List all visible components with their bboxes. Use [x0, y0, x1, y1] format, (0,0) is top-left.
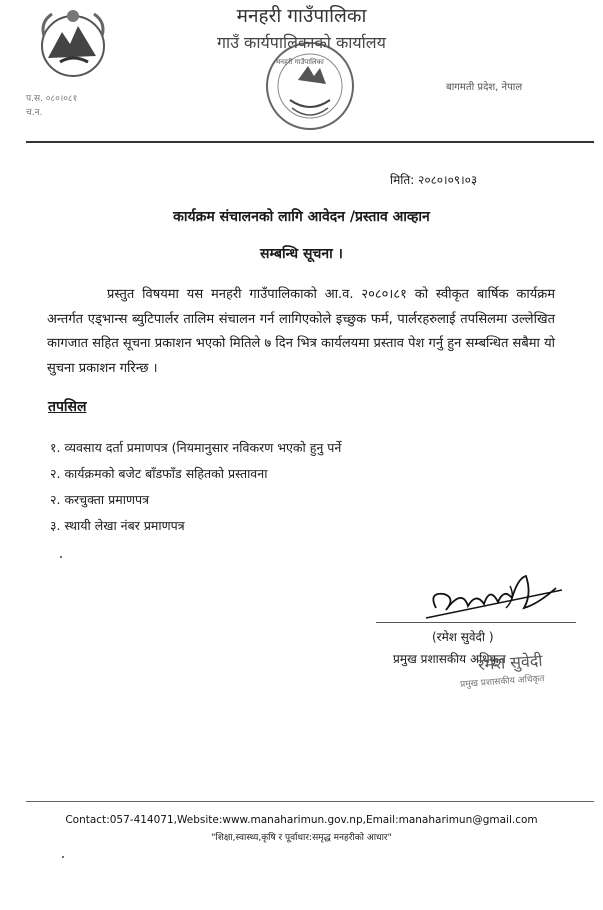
- province-text: बागमती प्रदेश, नेपाल: [446, 82, 523, 93]
- signatory-title: प्रमुख प्रशासकीय अधिकृत: [393, 652, 506, 666]
- speck: [60, 556, 62, 558]
- header-divider: [26, 141, 594, 143]
- office-round-seal: [262, 40, 358, 132]
- ps-number: प.स. ०८०।०८१: [26, 94, 78, 104]
- org-name: मनहरी गाउँपालिका: [236, 5, 367, 27]
- notice-date: मिति: २०८०।०९।०३: [390, 173, 478, 187]
- tapsil-heading: तपसिल: [48, 399, 87, 415]
- footer-motto: "शिक्षा,स्वास्थ्य,कृषि र पूर्वाधार:समृद्ध मनहरीको आधार": [211, 833, 392, 843]
- seal-text: मनहरी गाउँपालिका: [276, 58, 324, 66]
- list-item: ३. स्थायी लेखा नंबर प्रमाणपत्र: [50, 518, 185, 533]
- subject-line-1: कार्यक्रम संचालनको लागि आवेदन /प्रस्ताव आव्हान: [173, 209, 430, 225]
- footer-divider: [26, 801, 594, 802]
- reference-numbers: [26, 92, 77, 120]
- subject-line-2: सम्बन्धि सूचना ।: [260, 246, 343, 262]
- list-item: २. कार्यक्रमको बजेट बाँडफाँड सहितको प्रस्तावना: [50, 466, 268, 481]
- speck: [62, 856, 64, 858]
- handwritten-signature: [406, 568, 566, 624]
- footer-contact: Contact:057-414071,Website:www.manaharimun.gov.np,Email:manaharimun@gmail.com: [65, 814, 538, 826]
- stamp-title: प्रमुख प्रशासकीय अधिकृत: [459, 674, 545, 690]
- office-name: गाउँ कार्यपालिकाको कार्यालय: [217, 33, 386, 52]
- stamp-name: रमेश सुवेदी: [477, 650, 544, 675]
- notice-body: प्रस्तुत विषयमा यस मनहरी गाउँपालिकाको आ.व. २०८०।८१ को स्वीकृत बार्षिक कार्यक्रम अन्तर्गत एड्भान्स ब्युटिपार्लर तालिम संचालन गर्न लागिएकोले इच्छुक फर्म, पार्लरहरुलाई तपसिलमा उल्लेखित कागजात सहित सूचना प्रकाशन भएको मितिले ७ दिन भित्र कार्यलयमा प्रस्ताव पेश गर्नु हुन सम्बन्धित सबैमा यो सुचना प्रकाशन गरिन्छ ।: [47, 287, 555, 376]
- ch-number: च.न.: [26, 108, 43, 118]
- signature-line: [376, 622, 576, 623]
- list-item: २. करचुक्ता प्रमाणपत्र: [50, 492, 149, 507]
- tapsil-list: [50, 435, 341, 539]
- signatory-name: (रमेश सुवेदी ): [432, 630, 494, 644]
- list-item: १. व्यवसाय दर्ता प्रमाणपत्र (नियमानुसार नविकरण भएको हुनु पर्ने: [50, 440, 342, 455]
